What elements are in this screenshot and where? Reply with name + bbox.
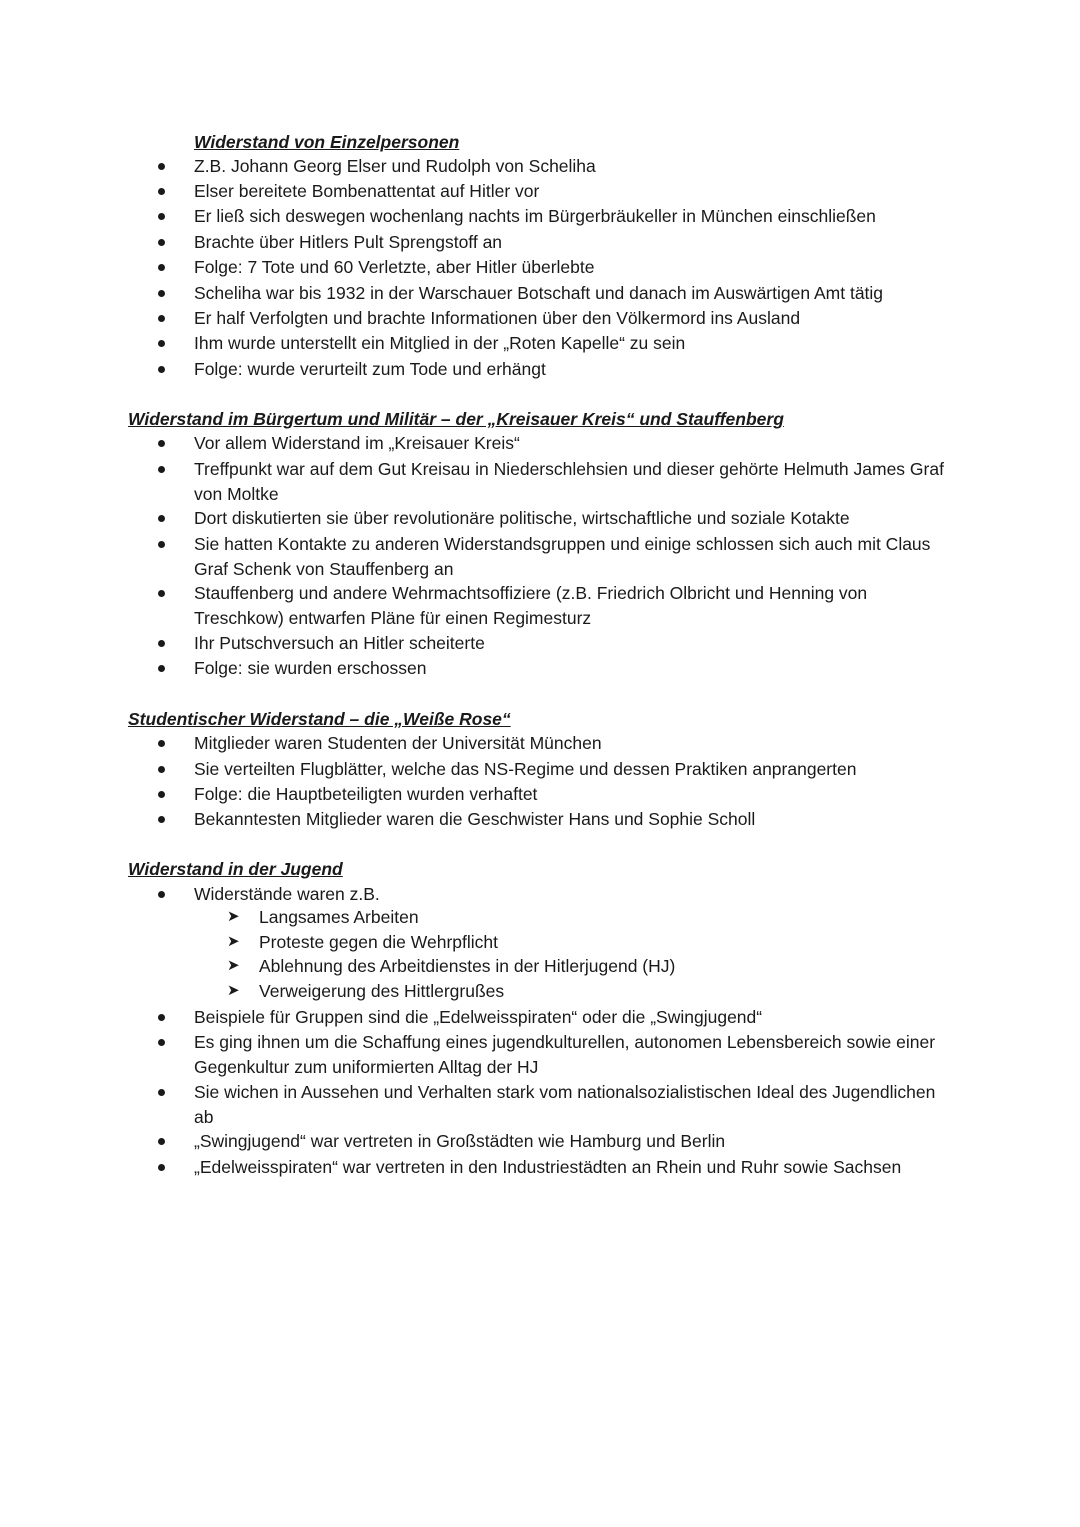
list-item: Folge: 7 Tote und 60 Verletzte, aber Hitler überlebte	[194, 255, 594, 280]
bullet-dot-icon	[158, 766, 165, 773]
section-heading-weisse-rose: Studentischer Widerstand – die „Weiße Rose“	[128, 709, 511, 729]
list-item: „Swingjugend“ war vertreten in Großstädten wie Hamburg und Berlin	[194, 1129, 725, 1154]
list-item: Stauffenberg und andere Wehrmachtsoffiziere (z.B. Friedrich Olbricht und Henning von Treschkow) entwarfen Pläne für einen Regimesturz	[194, 581, 954, 630]
bullet-dot-icon	[158, 665, 165, 672]
arrow-right-icon: ➤	[227, 933, 240, 950]
list-item: Widerstände waren z.B.	[194, 882, 380, 907]
bullet-dot-icon	[158, 366, 165, 373]
list-item: Bekanntesten Mitglieder waren die Geschwister Hans und Sophie Scholl	[194, 807, 755, 832]
list-item: Ihr Putschversuch an Hitler scheiterte	[194, 631, 485, 656]
section-heading-jugend: Widerstand in der Jugend	[128, 859, 343, 879]
list-item: Z.B. Johann Georg Elser und Rudolph von Scheliha	[194, 154, 596, 179]
bullet-dot-icon	[158, 1089, 165, 1096]
bullet-dot-icon	[158, 590, 165, 597]
bullet-dot-icon	[158, 1039, 165, 1046]
sub-list-item: ➤ Verweigerung des Hittlergrußes	[227, 981, 505, 1001]
list-item: Folge: sie wurden erschossen	[194, 656, 426, 681]
list-item: Elser bereitete Bombenattentat auf Hitler vor	[194, 179, 539, 204]
section-heading-einzelpersonen: Widerstand von Einzelpersonen	[194, 132, 460, 152]
list-item: Scheliha war bis 1932 in der Warschauer Botschaft und danach im Auswärtigen Amt tätig	[194, 281, 883, 306]
bullet-dot-icon	[158, 440, 165, 447]
list-item: Folge: die Hauptbeteiligten wurden verhaftet	[194, 782, 537, 807]
list-item: Mitglieder waren Studenten der Universität München	[194, 731, 602, 756]
bullet-dot-icon	[158, 891, 165, 898]
bullet-dot-icon	[158, 213, 165, 220]
list-item: Brachte über Hitlers Pult Sprengstoff an	[194, 230, 502, 255]
list-item: Sie hatten Kontakte zu anderen Widerstandsgruppen und einige schlossen sich auch mit Claus Graf Schenk von Stauffenberg an	[194, 532, 954, 581]
arrow-right-icon: ➤	[227, 908, 240, 925]
bullet-dot-icon	[158, 791, 165, 798]
bullet-dot-icon	[158, 264, 165, 271]
bullet-dot-icon	[158, 541, 165, 548]
sub-list-item: ➤ Proteste gegen die Wehrpflicht	[227, 932, 498, 952]
bullet-dot-icon	[158, 515, 165, 522]
bullet-dot-icon	[158, 466, 165, 473]
bullet-dot-icon	[158, 1164, 165, 1171]
bullet-dot-icon	[158, 163, 165, 170]
list-item: Folge: wurde verurteilt zum Tode und erhängt	[194, 357, 546, 382]
bullet-dot-icon	[158, 1014, 165, 1021]
bullet-dot-icon	[158, 816, 165, 823]
arrow-right-icon: ➤	[227, 982, 240, 999]
bullet-dot-icon	[158, 239, 165, 246]
list-item: Er ließ sich deswegen wochenlang nachts im Bürgerbräukeller in München einschließen	[194, 204, 876, 229]
bullet-dot-icon	[158, 188, 165, 195]
list-item: Sie wichen in Aussehen und Verhalten stark vom nationalsozialistischen Ideal des Jugendlichen ab	[194, 1080, 954, 1129]
arrow-right-icon: ➤	[227, 957, 240, 974]
sub-list-item: ➤ Langsames Arbeiten	[227, 907, 419, 927]
bullet-dot-icon	[158, 340, 165, 347]
list-item: Treffpunkt war auf dem Gut Kreisau in Niederschlehsien und dieser gehörte Helmuth James Graf von Moltke	[194, 457, 954, 506]
bullet-dot-icon	[158, 1138, 165, 1145]
list-item: Vor allem Widerstand im „Kreisauer Kreis“	[194, 431, 520, 456]
section-heading-kreisauer-kreis: Widerstand im Bürgertum und Militär – der „Kreisauer Kreis“ und Stauffenberg	[128, 409, 784, 429]
bullet-dot-icon	[158, 640, 165, 647]
list-item: „Edelweisspiraten“ war vertreten in den Industriestädten an Rhein und Ruhr sowie Sachsen	[194, 1155, 901, 1180]
list-item: Beispiele für Gruppen sind die „Edelweisspiraten“ oder die „Swingjugend“	[194, 1005, 762, 1030]
list-item: Er half Verfolgten und brachte Informationen über den Völkermord ins Ausland	[194, 306, 800, 331]
list-item: Ihm wurde unterstellt ein Mitglied in der „Roten Kapelle“ zu sein	[194, 331, 685, 356]
list-item: Es ging ihnen um die Schaffung eines jugendkulturellen, autonomen Lebensbereich sowie einer Gegenkultur zum uniformierten Alltag der HJ	[194, 1030, 954, 1079]
bullet-dot-icon	[158, 315, 165, 322]
list-item: Sie verteilten Flugblätter, welche das NS-Regime und dessen Praktiken anprangerten	[194, 757, 856, 782]
bullet-dot-icon	[158, 290, 165, 297]
sub-list-item: ➤ Ablehnung des Arbeitdienstes in der Hitlerjugend (HJ)	[227, 956, 676, 976]
bullet-dot-icon	[158, 740, 165, 747]
list-item: Dort diskutierten sie über revolutionäre politische, wirtschaftliche und soziale Kotakte	[194, 506, 850, 531]
